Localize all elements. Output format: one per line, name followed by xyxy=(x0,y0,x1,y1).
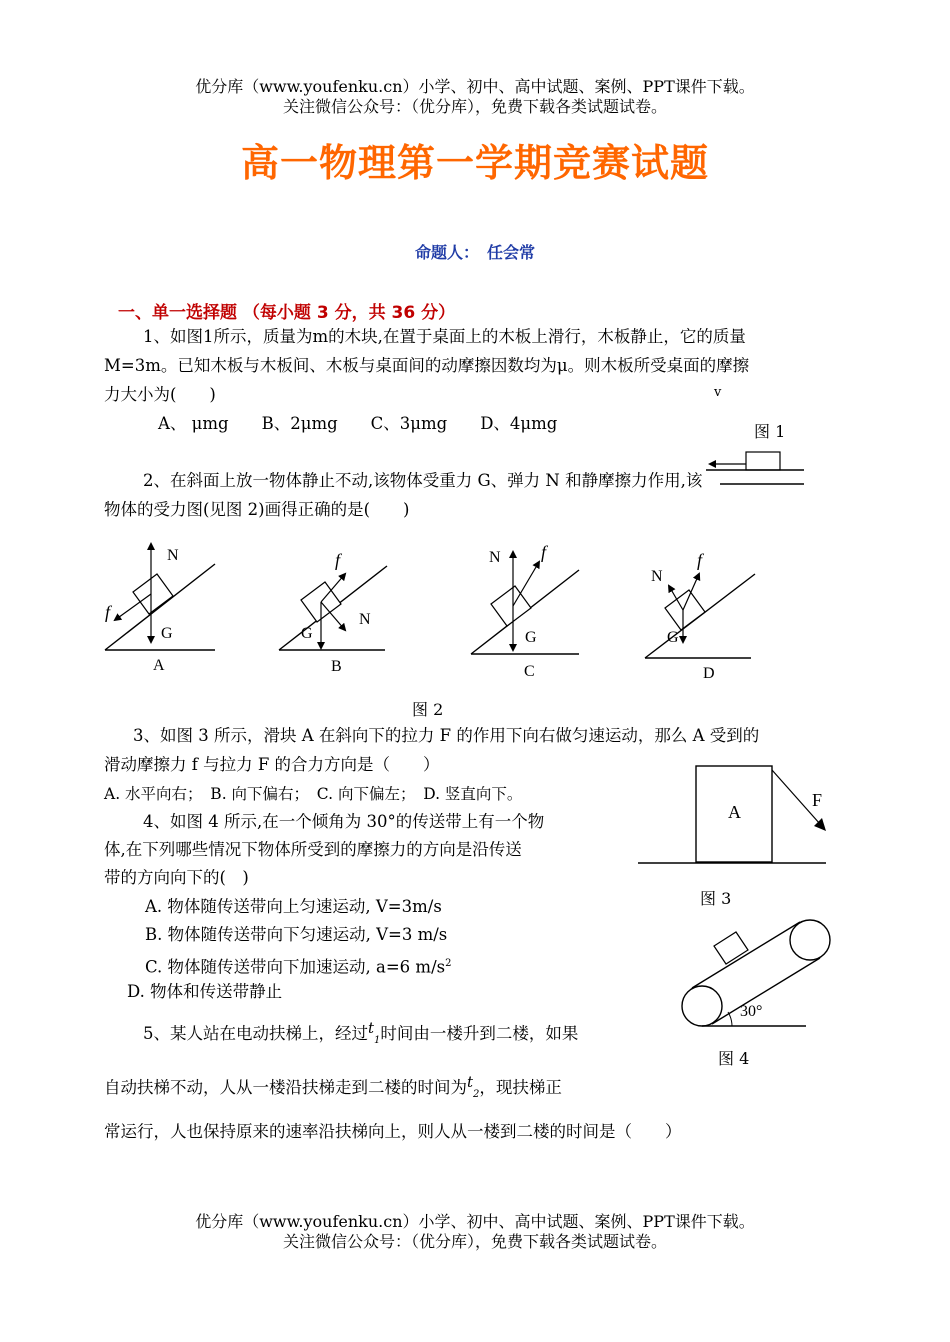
q3-line-1: 3、如图 3 所示，滑块 A 在斜向下的拉力 F 的作用下向右做匀速运动，那么 A 受到的 xyxy=(133,726,760,745)
figure-1 xyxy=(700,444,810,488)
fig1-arrowhead xyxy=(708,460,716,468)
q2-line-2: 物体的受力图(见图 2)画得正确的是( ) xyxy=(104,500,410,519)
q4-option-d: D. 物体和传送带静止 xyxy=(127,982,283,1001)
fig2-a-f: f xyxy=(105,602,111,622)
q4-option-b: B. 物体随传送带向下匀速运动, V=3 m/s xyxy=(145,925,448,944)
figure-2 xyxy=(95,530,855,690)
author-line: 命题人： 任会常 xyxy=(414,243,535,262)
fig4-caption: 图 4 xyxy=(718,1049,750,1068)
q2-line-1: 2、在斜面上放一物体静止不动,该物体受重力 G、弹力 N 和静摩擦力作用,该 xyxy=(143,471,703,490)
fig2-b-f: f xyxy=(335,550,341,570)
fig2-option-b xyxy=(279,550,387,675)
fig2-c-n: N xyxy=(489,549,501,566)
fig2-d-g: G xyxy=(667,629,679,646)
header-line-2: 关注微信公众号：（优分库），免费下载各类试题试卷。 xyxy=(282,97,667,116)
footer-line-1: 优分库（www.youfenku.cn）小学、初中、高中试题、案例、PPT课件下载。 xyxy=(195,1212,755,1231)
q5-line-3: 常运行，人也保持原来的速率沿扶梯向上，则人从一楼到二楼的时间是（ ） xyxy=(104,1122,682,1141)
page-title: 高一物理第一学期竞赛试题 xyxy=(240,141,709,185)
fig2-a-label: A xyxy=(153,657,165,674)
q4-option-c-exponent: 2 xyxy=(445,958,452,969)
fig1-block xyxy=(746,452,780,470)
fig2-d-label: D xyxy=(703,665,715,682)
fig2-b-n: N xyxy=(359,611,371,628)
fig4-angle-label: 30° xyxy=(740,1003,763,1020)
q4-line-3: 带的方向向下的( ) xyxy=(104,868,249,887)
fig1-caption: 图 1 xyxy=(754,422,786,441)
fig2-option-d xyxy=(645,550,755,682)
fig4-lower-roller xyxy=(682,986,722,1026)
header-line-1: 优分库（www.youfenku.cn）小学、初中、高中试题、案例、PPT课件下载。 xyxy=(195,77,755,96)
section-heading: 一、单一选择题 （每小题 3 分，共 36 分） xyxy=(118,303,456,323)
q4-option-c: C. 物体随传送带向下加速运动, a=6 $m/s^2$ xyxy=(145,957,452,977)
fig2-d-n: N xyxy=(651,568,663,585)
fig4-belt-bottom xyxy=(712,958,820,1024)
q5-line-1: 5、某人站在电动扶梯上，经过$^t_1$时间由一楼升到二楼，如果 xyxy=(143,1019,579,1046)
fig2-c-g: G xyxy=(525,629,537,646)
footer-line-2: 关注微信公众号：（优分库），免费下载各类试题试卷。 xyxy=(282,1232,667,1251)
figure-4 xyxy=(672,918,838,1030)
fig2-c-label: C xyxy=(524,663,535,680)
q4-option-a: A. 物体随传送带向上匀速运动, V=3m/s xyxy=(145,897,442,916)
fig2-caption: 图 2 xyxy=(412,700,444,719)
fig2-c-f: f xyxy=(541,542,547,562)
fig4-angle-arc xyxy=(728,1012,732,1026)
q5-t1: $^t_1$ xyxy=(368,1019,381,1046)
fig2-b-label: B xyxy=(331,658,342,675)
fig3-label-f: F xyxy=(812,790,823,810)
q5-t2: $^t_2$ xyxy=(467,1073,480,1100)
q1-line-3: 力大小为( ) xyxy=(104,385,216,404)
fig3-label-a: A xyxy=(728,802,741,822)
fig2-b-g: G xyxy=(301,625,313,642)
fig1-velocity-label: v xyxy=(714,385,722,400)
fig3-caption: 图 3 xyxy=(700,889,732,908)
fig2-option-c xyxy=(471,542,579,680)
q3-line-2: 滑动摩擦力 f 与拉力 F 的合力方向是（ ） xyxy=(104,755,440,774)
fig4-object xyxy=(714,932,748,964)
q4-line-1: 4、如图 4 所示,在一个倾角为 30°的传送带上有一个物 xyxy=(143,812,545,831)
figure-3 xyxy=(636,760,832,872)
fig2-a-n: N xyxy=(167,547,179,564)
q1-line-1: 1、如图1所示，质量为m的木块,在置于桌面上的木板上滑行，木板静止，它的质量 xyxy=(143,327,746,346)
q3-options: A. 水平向右； B. 向下偏右； C. 向下偏左； D. 竖直向下。 xyxy=(104,785,523,803)
fig2-a-g: G xyxy=(161,625,173,642)
q1-options: A、 μmg B、2μmg C、3μmg D、4μmg xyxy=(158,414,558,433)
fig2-option-a xyxy=(105,544,215,674)
q5-line-2: 自动扶梯不动，人从一楼沿扶梯走到二楼的时间为$^t_2$，现扶梯正 xyxy=(104,1073,562,1100)
fig4-belt-top xyxy=(692,922,800,988)
q1-line-2: M=3m。已知木板与木板间、木板与桌面间的动摩擦因数均为μ。则木板所受桌面的摩擦 xyxy=(104,356,750,375)
fig4-upper-roller xyxy=(790,920,830,960)
q4-line-2: 体,在下列哪些情况下物体所受到的摩擦力的方向是沿传送 xyxy=(104,840,522,859)
fig2-d-f: f xyxy=(697,550,703,570)
